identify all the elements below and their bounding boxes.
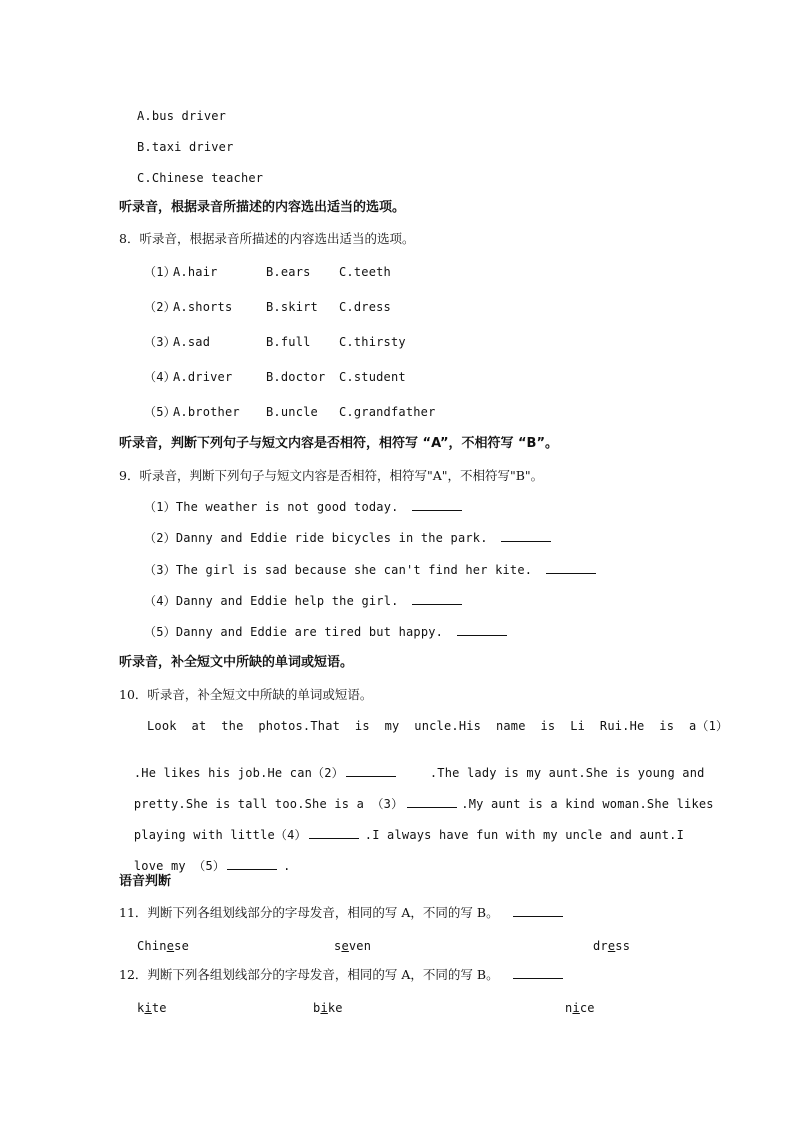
- underlined-letter: i: [320, 1001, 328, 1015]
- q9-item-text: （4）Danny and Eddie help the girl.: [144, 594, 399, 608]
- answer-blank[interactable]: [412, 499, 462, 511]
- q7-option-a: A.bus driver: [137, 109, 227, 123]
- word-part: te: [151, 1001, 167, 1015]
- option-a: A.sad: [173, 335, 211, 349]
- q7-option-b: B.taxi driver: [137, 140, 234, 154]
- passage-text: pretty.She is tall too.She is a （3）: [133, 797, 404, 811]
- option-a: A.driver: [173, 370, 233, 384]
- underlined-letter: e: [607, 939, 616, 953]
- answer-blank[interactable]: [513, 905, 563, 917]
- word-part: ven: [348, 939, 372, 953]
- word-part: k: [137, 1001, 145, 1015]
- section2-heading: 听录音，判断下列句子与短文内容是否相符，相符写 “A”，不相符写 “B”。: [119, 436, 559, 451]
- q11-title: [119, 905, 563, 921]
- q12-word-2: [313, 1000, 343, 1016]
- option-a: A.hair: [173, 265, 218, 279]
- q9-item-5: [144, 624, 507, 640]
- option-b: B.full: [266, 335, 311, 349]
- q12-title: [119, 967, 563, 983]
- answer-blank[interactable]: [513, 967, 563, 979]
- option-b: B.ears: [266, 265, 311, 279]
- option-c: C.grandfather: [339, 405, 436, 419]
- q8-title: 8．听录音，根据录音所描述的内容选出适当的选项。: [119, 231, 415, 246]
- row-number: （5）: [144, 405, 176, 419]
- passage-line-4: [119, 811, 684, 843]
- answer-blank[interactable]: [412, 593, 462, 605]
- row-number: （1）: [144, 265, 176, 279]
- q12-word-3: [565, 1000, 595, 1016]
- option-c: C.thirsty: [339, 335, 406, 349]
- passage-text: .The lady is my aunt.She is young and: [429, 766, 705, 780]
- passage-text: .My aunt is a kind woman.She likes: [461, 797, 714, 811]
- q9-item-text: （3）The girl is sad because she can't find her kite.: [144, 563, 533, 577]
- option-a: A.shorts: [173, 300, 233, 314]
- answer-blank[interactable]: [227, 858, 277, 870]
- q9-item-text: （2）Danny and Eddie ride bicycles in the park.: [144, 531, 488, 545]
- q11-word-2: [334, 938, 371, 954]
- q11-word-1: [137, 938, 189, 954]
- q12-word-1: [137, 1000, 167, 1016]
- q9-item-2: [144, 530, 551, 546]
- q7-option-c: C.Chinese teacher: [137, 171, 264, 185]
- q10-title: 10．听录音，补全短文中所缺的单词或短语。: [119, 687, 373, 702]
- word-part: ss: [615, 939, 631, 953]
- q9-item-3: [144, 562, 596, 578]
- word-part: n: [565, 1001, 573, 1015]
- underlined-letter: i: [572, 1001, 580, 1015]
- option-c: C.teeth: [339, 265, 391, 279]
- row-number: （4）: [144, 370, 176, 384]
- answer-blank[interactable]: [546, 562, 596, 574]
- answer-blank[interactable]: [501, 530, 551, 542]
- word-part: ke: [327, 1001, 343, 1015]
- option-b: B.uncle: [266, 405, 318, 419]
- passage-line-5: [119, 842, 291, 874]
- row-number: （2）: [144, 300, 176, 314]
- passage-line-2: [119, 749, 705, 781]
- option-c: C.dress: [339, 300, 391, 314]
- passage-text: love my （5）: [133, 859, 226, 873]
- option-a: A.brother: [173, 405, 240, 419]
- question-text: 12．判断下列各组划线部分的字母发音，相同的写 A，不同的写 B。: [119, 967, 499, 982]
- q9-title: 9．听录音，判断下列句子与短文内容是否相符，相符写"A"，不相符写"B"。: [119, 468, 544, 483]
- passage-text: .I always have fun with my uncle and aunt.I: [364, 828, 685, 842]
- passage-line-1: Look at the photos.That is my uncle.His name is Li Rui.He is a（1）: [147, 719, 729, 733]
- word-part: s: [334, 939, 342, 953]
- underlined-letter: e: [341, 939, 349, 953]
- passage-text: .He likes his job.He can（2）: [133, 766, 344, 780]
- option-b: B.skirt: [266, 300, 318, 314]
- answer-blank[interactable]: [346, 765, 396, 777]
- section1-heading: 听录音，根据录音所描述的内容选出适当的选项。: [119, 200, 406, 215]
- underlined-letter: e: [166, 939, 175, 953]
- word-part: b: [313, 1001, 321, 1015]
- row-number: （3）: [144, 335, 176, 349]
- answer-blank[interactable]: [457, 624, 507, 636]
- q9-item-4: [144, 593, 462, 609]
- q9-item-text: （5）Danny and Eddie are tired but happy.: [144, 625, 444, 639]
- passage-text: playing with little（4）: [133, 828, 307, 842]
- option-c: C.student: [339, 370, 406, 384]
- passage-line-3: [119, 780, 714, 812]
- q9-item-text: （1）The weather is not good today.: [144, 500, 399, 514]
- option-b: B.doctor: [266, 370, 326, 384]
- answer-blank[interactable]: [309, 827, 359, 839]
- underlined-letter: i: [144, 1001, 152, 1015]
- q9-item-1: [144, 499, 462, 515]
- question-text: 11．判断下列各组划线部分的字母发音，相同的写 A，不同的写 B。: [119, 905, 499, 920]
- section3-heading: 听录音，补全短文中所缺的单词或短语。: [119, 655, 354, 670]
- section4-heading: 语音判断: [119, 874, 172, 889]
- passage-text: .: [283, 859, 291, 873]
- word-part: se: [174, 939, 189, 953]
- answer-blank[interactable]: [407, 796, 457, 808]
- word-part: Chin: [137, 939, 167, 953]
- word-part: dr: [593, 939, 608, 953]
- q11-word-3: [593, 938, 630, 954]
- word-part: ce: [579, 1001, 595, 1015]
